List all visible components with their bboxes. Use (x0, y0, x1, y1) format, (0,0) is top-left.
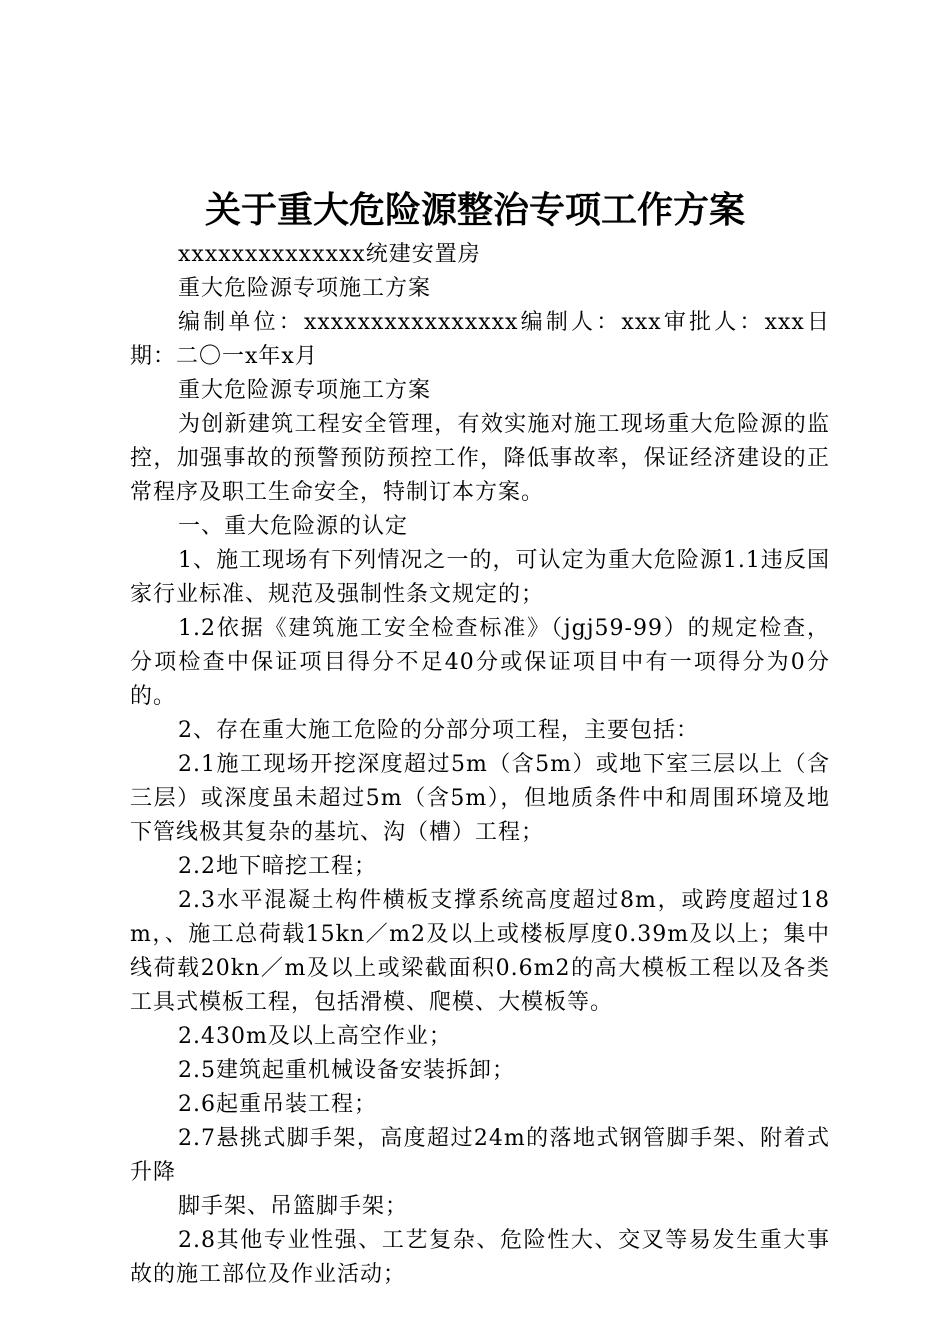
document-body (130, 238, 830, 1292)
paragraph-item-2-4: 2.430m及以上高空作业； (178, 1024, 452, 1049)
paragraph-project-name: xxxxxxxxxxxxxx统建安置房 (178, 242, 481, 267)
paragraph-item-1-2: 1.2依据《建筑施工安全检查标准》（jgj59-99）的规定检查，分项检查中保证项目得分不足40分或保证项目中有一项得分为0分的。 (130, 616, 830, 709)
paragraph-plan-name: 重大危险源专项施工方案 (178, 276, 432, 301)
paragraph-plan-name-repeat: 重大危险源专项施工方案 (178, 378, 432, 403)
paragraph-item-2-2: 2.2地下暗挖工程； (178, 854, 377, 879)
section-heading-identification: 一、重大危险源的认定 (178, 514, 409, 539)
paragraph-item-2-6: 2.6起重吊装工程； (178, 1092, 377, 1117)
paragraph-item-2-8: 2.8其他专业性强、工艺复杂、危险性大、交叉等易发生重大事故的施工部位及作业活动； (130, 1228, 830, 1287)
paragraph-authoring-info: 编制单位：xxxxxxxxxxxxxxxx编制人：xxx审批人：xxx日期：二〇一x年x月 (130, 310, 830, 369)
paragraph-item-2-3: 2.3水平混凝土构件横板支撑系统高度超过8m，或跨度超过18m，、施工总荷载15kn／m2及以上或楼板厚度0.39m及以上；集中线荷载20kn／m及以上或梁截面积0.6m2的高大模板工程以及各类工具式模板工程，包括滑模、爬模、大模板等。 (130, 888, 830, 1015)
paragraph-item-2-7: 2.7悬挑式脚手架，高度超过24m的落地式钢管脚手架、附着式升降 (130, 1126, 830, 1185)
paragraph-purpose: 为创新建筑工程安全管理，有效实施对施工现场重大危险源的监控，加强事故的预警预防预控工作，降低事故率，保证经济建设的正常程序及职工生命安全，特制订本方案。 (130, 412, 830, 505)
document-title: 关于重大危险源整治专项工作方案 (204, 189, 745, 231)
paragraph-item-2-5: 2.5建筑起重机械设备安装拆卸； (178, 1058, 515, 1083)
paragraph-item-2: 2、存在重大施工危险的分部分项工程，主要包括： (178, 718, 699, 743)
paragraph-item-2-1: 2.1施工现场开挖深度超过5m（含5m）或地下室三层以上（含三层）或深度虽未超过5m（含5m），但地质条件中和周围环境及地下管线极其复杂的基坑、沟（槽）工程； (130, 752, 830, 845)
paragraph-item-2-7-continued: 脚手架、吊篮脚手架； (178, 1194, 409, 1219)
paragraph-item-1: 1、施工现场有下列情况之一的，可认定为重大危险源1.1违反国家行业标准、规范及强制性条文规定的； (130, 548, 830, 607)
